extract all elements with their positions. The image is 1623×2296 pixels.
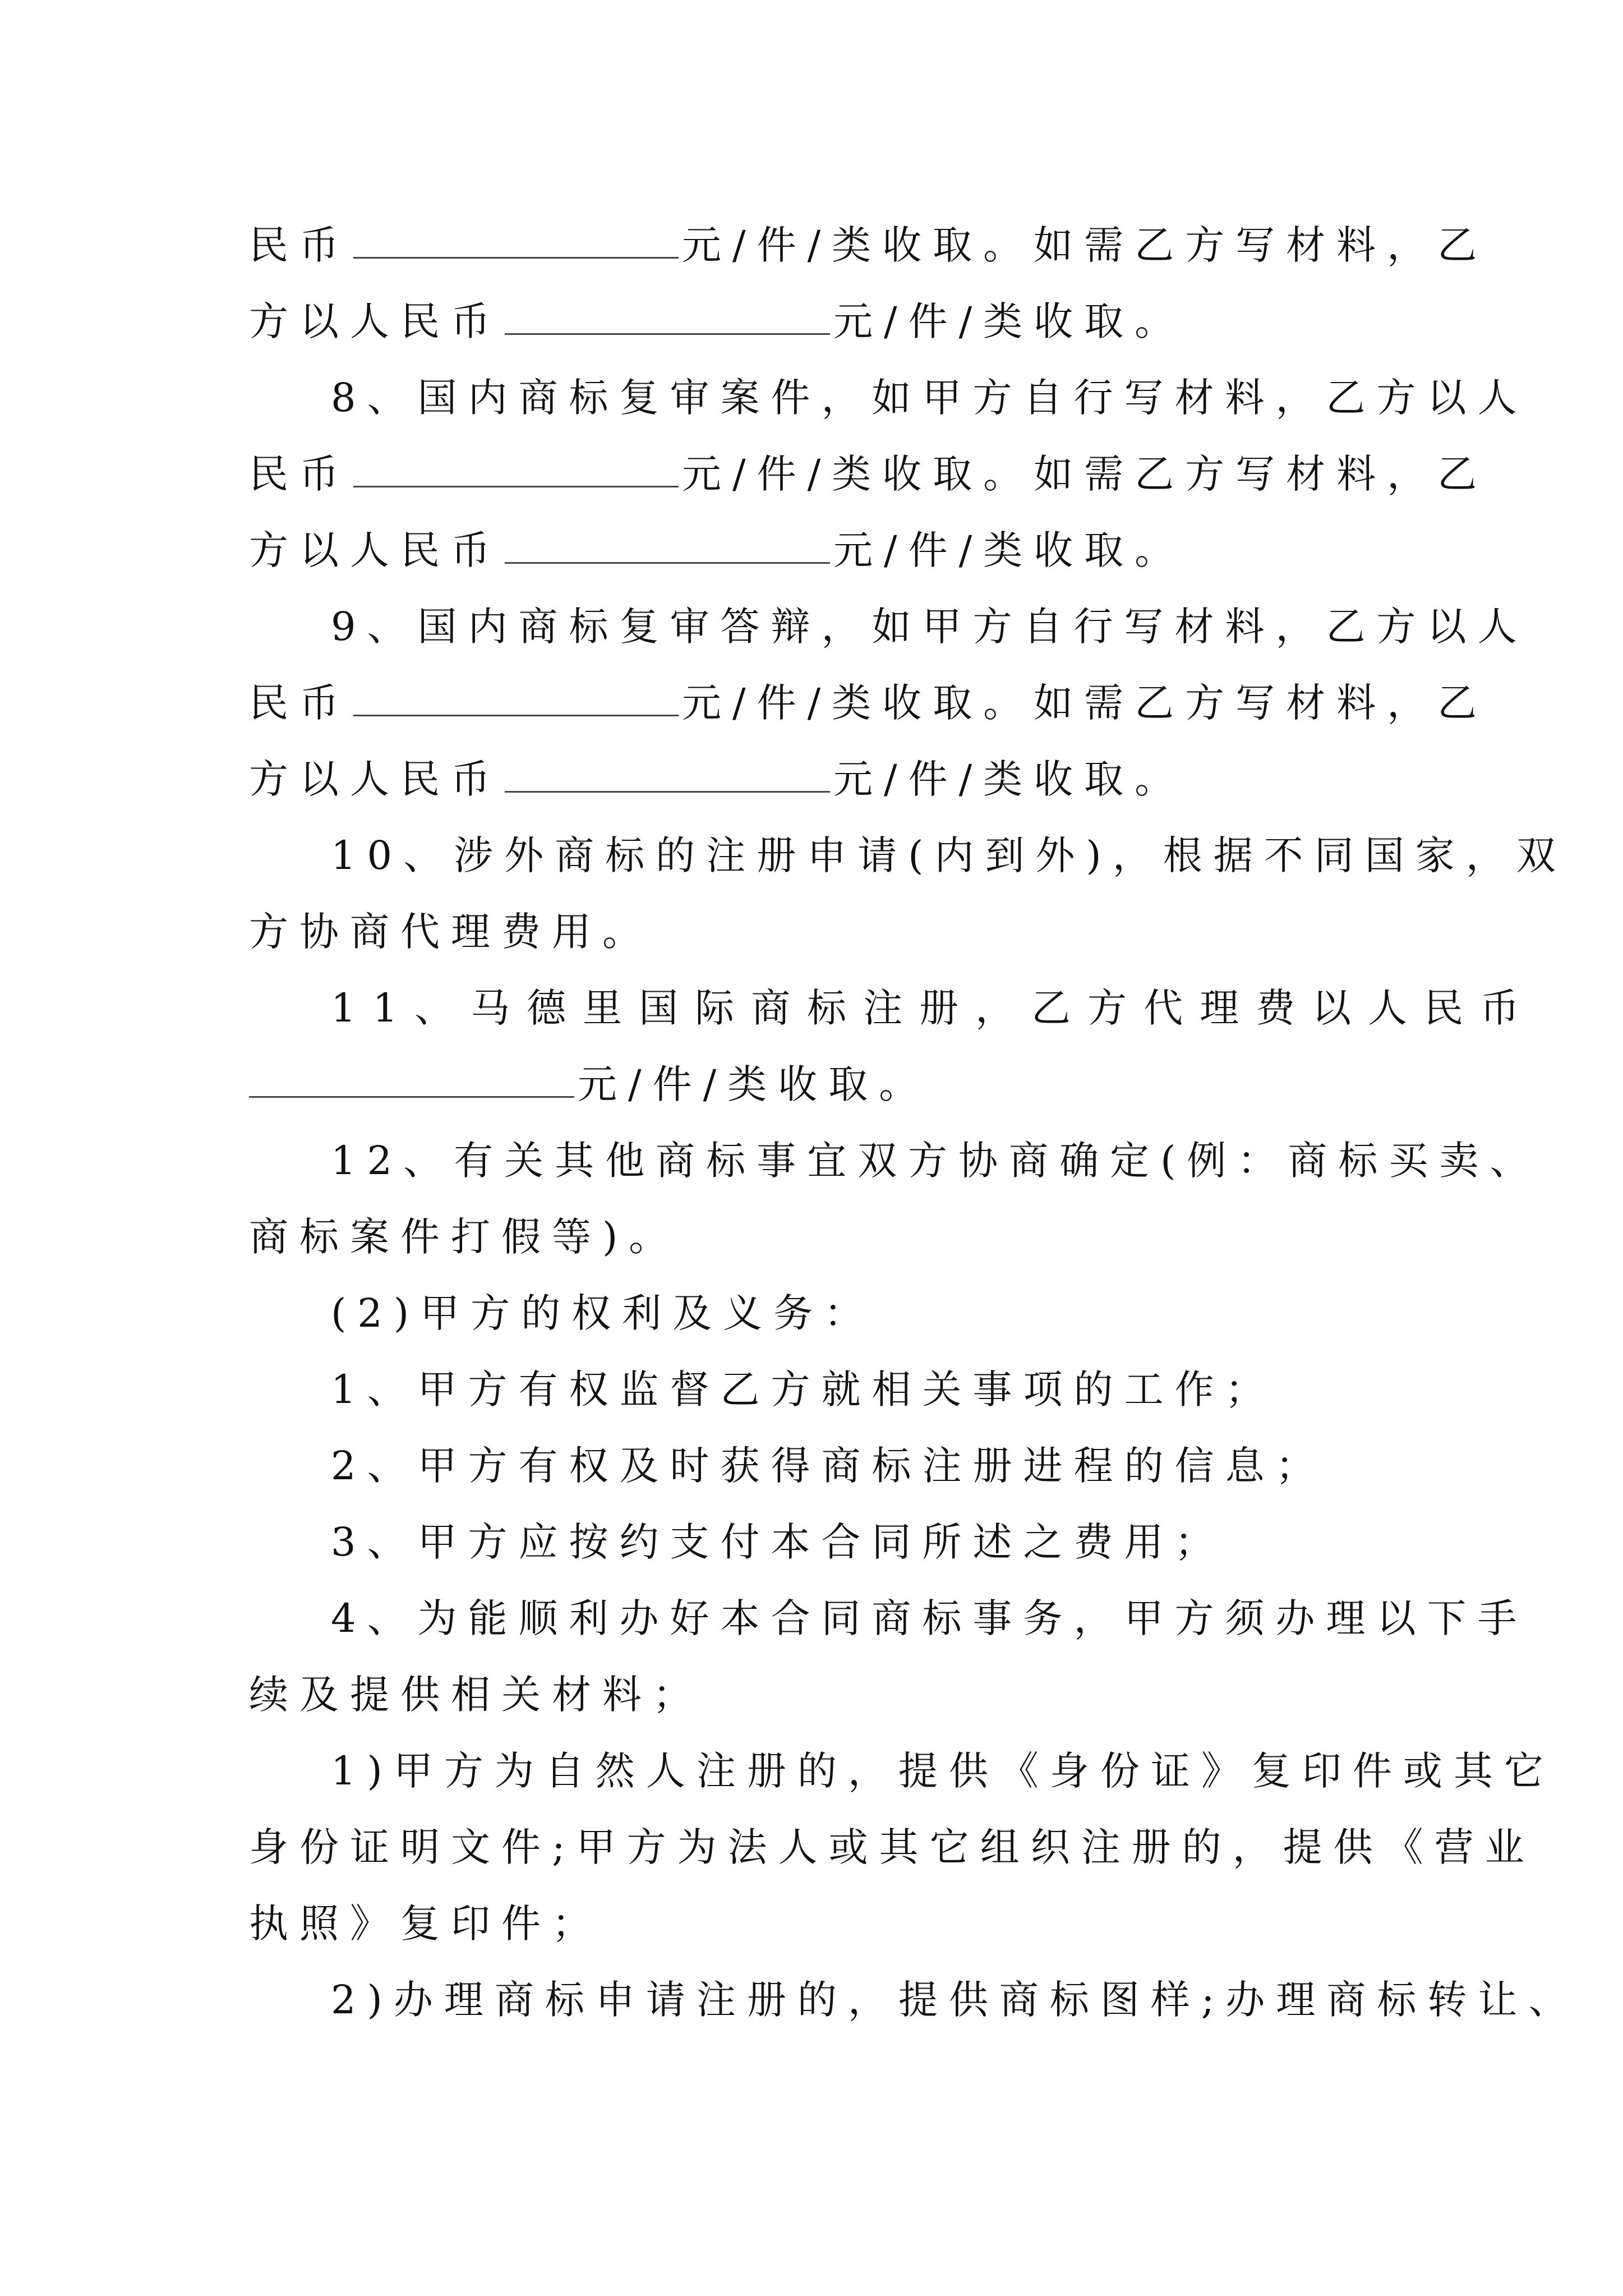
text-line: 民币 元/件/类收取。如需乙方写材料，乙 (249, 680, 1488, 726)
fill-in-blank[interactable] (505, 333, 830, 335)
section-heading: (2)甲方的权利及义务： (331, 1290, 875, 1336)
clause-9: 9、国内商标复审答辩，如甲方自行写材料，乙方以人 (331, 604, 1528, 650)
sub-item-1: 1)甲方为自然人注册的，提供《身份证》复印件或其它 (331, 1748, 1555, 1794)
obligation-1: 1、甲方有权监督乙方就相关事项的工作； (331, 1366, 1276, 1412)
clause-8: 8、国内商标复审案件，如甲方自行写材料，乙方以人 (331, 375, 1528, 421)
text-line: 方以人民币 元/件/类收取。 (249, 298, 1186, 344)
text-line: 身份证明文件;甲方为法人或其它组织注册的，提供《营业 (249, 1824, 1536, 1870)
text-line: 民币 元/件/类收取。如需乙方写材料，乙 (249, 451, 1488, 497)
obligation-3: 3、甲方应按约支付本合同所述之费用； (331, 1519, 1225, 1565)
fill-in-blank[interactable] (505, 790, 830, 793)
text-line: 方以人民币 元/件/类收取。 (249, 527, 1186, 573)
text-line: 续及提供相关材料； (249, 1672, 703, 1718)
sub-item-2: 2)办理商标申请注册的，提供商标图样;办理商标转让、 (331, 1977, 1579, 2023)
fill-in-blank[interactable] (353, 256, 679, 259)
clause-11: 11、马德里国际商标注册，乙方代理费以人民币 (331, 985, 1537, 1031)
fill-in-blank[interactable] (505, 562, 830, 564)
text-line: 方协商代理费用。 (249, 909, 653, 955)
text-line: 方以人民币 元/件/类收取。 (249, 756, 1186, 802)
clause-12: 12、有关其他商标事宜双方协商确定(例：商标买卖、 (331, 1138, 1541, 1184)
fill-in-blank[interactable] (249, 1096, 574, 1098)
text-line: 执照》复印件； (249, 1901, 602, 1947)
text-line: 民币 元/件/类收取。如需乙方写材料，乙 (249, 222, 1488, 268)
fill-in-blank[interactable] (353, 714, 679, 716)
obligation-4: 4、为能顺利办好本合同商标事务，甲方须办理以下手 (331, 1595, 1528, 1641)
text-line: 元/件/类收取。 (249, 1053, 1393, 1115)
text-line: 商标案件打假等)。 (249, 1214, 680, 1260)
clause-10: 10、涉外商标的注册申请(内到外)，根据不同国家，双 (331, 832, 1567, 878)
obligation-2: 2、甲方有权及时获得商标注册进程的信息； (331, 1443, 1326, 1489)
fill-in-blank[interactable] (353, 485, 679, 487)
